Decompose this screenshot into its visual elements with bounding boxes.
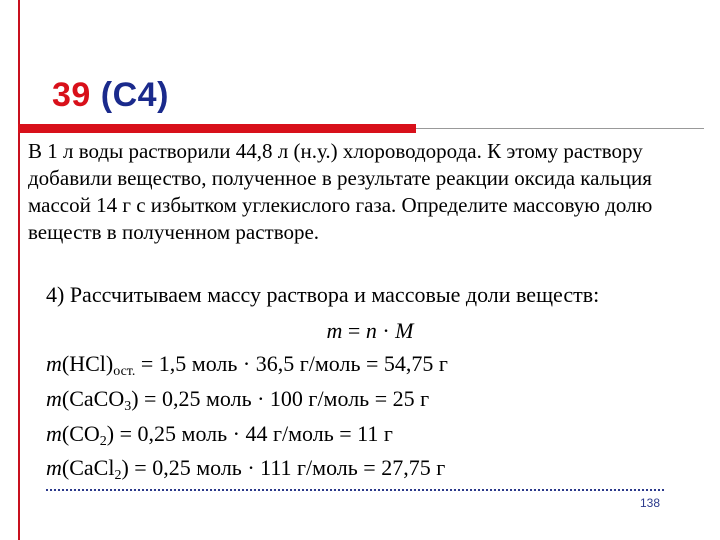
calculation: = 0,25 моль · 100 г/моль = 25 г <box>138 386 430 411</box>
mass-symbol: m <box>46 351 62 376</box>
subscript: 2 <box>114 468 122 483</box>
problem-text: В 1 л воды растворили 44,8 л (н.у.) хлороводорода. К этому раствору добавили вещество, полученное в результате реакции оксида кальция массой 14 г с избытком углекислого газа. Определите массовую долю веществ в полученном растворе. <box>28 139 653 244</box>
left-accent-line <box>18 0 20 540</box>
solution-step: 4) Рассчитываем массу раствора и массовые доли веществ: <box>46 282 600 307</box>
footer-dotted-line <box>46 489 664 491</box>
slide-title <box>52 76 169 115</box>
substance: (CO <box>61 421 100 446</box>
substance: (CaCO <box>61 386 125 411</box>
substance-close: ) <box>131 386 139 411</box>
title-underline-rule <box>416 128 704 129</box>
substance: (HCl) <box>61 351 114 376</box>
substance-close: ) <box>106 421 115 446</box>
calc-line-hcl <box>46 351 448 380</box>
title-underline-bar <box>18 124 416 133</box>
mass-symbol: m <box>46 386 62 411</box>
title-number: 39 <box>52 76 91 114</box>
title-code: (C4) <box>100 76 169 114</box>
calc-line-co2 <box>46 421 393 450</box>
calculation: = 1,5 моль · 36,5 г/моль = 54,75 г <box>135 351 448 376</box>
calculation: = 0,25 моль · 44 г/моль = 11 г <box>114 421 393 446</box>
subscript: ост. <box>113 364 136 379</box>
formula-n: n <box>365 318 377 343</box>
subscript: 2 <box>99 434 107 449</box>
main-formula <box>0 318 720 344</box>
calc-line-caco3 <box>46 386 429 415</box>
calc-line-cacl2 <box>46 455 445 484</box>
substance: (CaCl <box>61 455 115 480</box>
subscript: 3 <box>124 399 132 414</box>
formula-dot: · <box>376 318 396 343</box>
mass-symbol: m <box>46 455 62 480</box>
formula-m: m <box>326 318 343 343</box>
formula-M: M <box>395 318 414 343</box>
substance-close: ) <box>121 455 129 480</box>
formula-eq: = <box>342 318 366 343</box>
mass-symbol: m <box>46 421 62 446</box>
page-number: 138 <box>640 496 661 510</box>
calculation: = 0,25 моль · 111 г/моль = 27,75 г <box>128 455 446 480</box>
